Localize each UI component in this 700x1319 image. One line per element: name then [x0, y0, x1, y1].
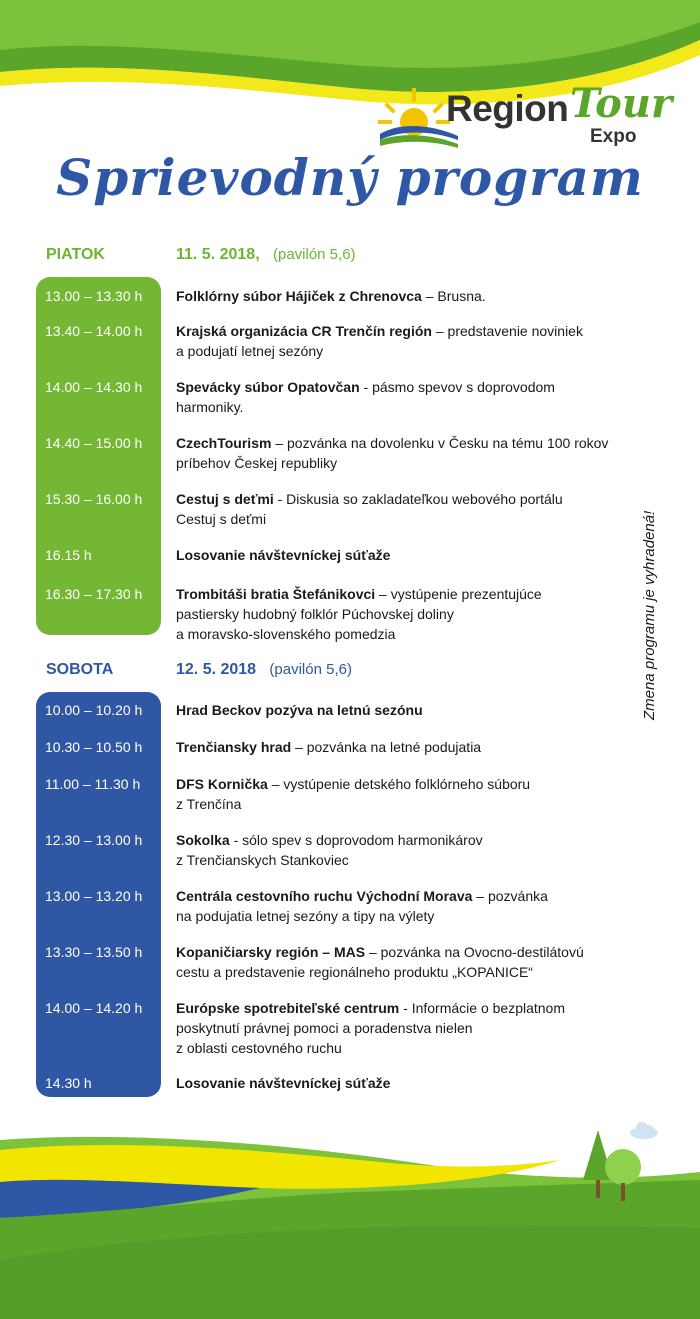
event-time: 10.00 – 10.20 h	[45, 702, 143, 718]
event-text: – predstavenie noviniek	[431, 323, 583, 339]
event-description	[176, 942, 661, 982]
day-name-friday: PIATOK	[46, 246, 105, 263]
event-title: Kopaničiarsky región – MAS	[176, 944, 366, 960]
event-description	[176, 489, 661, 529]
event-title: Cestuj s deťmi	[176, 491, 274, 507]
event-description	[176, 774, 661, 814]
day-date-saturday-text: 12. 5. 2018	[176, 661, 257, 678]
event-description	[176, 286, 661, 306]
event-text-line2: Cestuj s deťmi	[176, 511, 267, 527]
event-title: DFS Kornička	[176, 776, 268, 792]
event-time: 14.00 – 14.30 h	[45, 379, 143, 395]
event-description	[176, 377, 661, 417]
event-text-line2: z Trenčianskych Stankoviec	[176, 852, 349, 868]
event-title: Európske spotrebiteľské centrum	[176, 1000, 400, 1016]
event-title: Hrad Beckov pozýva na letnú sezónu	[176, 702, 423, 718]
event-title: Krajská organizácia CR Trenčín región	[176, 323, 432, 339]
logo-expo-text: Expo	[590, 126, 637, 147]
event-text-line2: cestu a predstavenie regionálneho produktu „KOPANICE“	[176, 964, 533, 980]
event-text: - pásmo spevov s doprovodom	[359, 379, 555, 395]
event-time: 13.00 – 13.30 h	[45, 288, 143, 304]
event-title: Losovanie návštevníckej súťaže	[176, 1075, 391, 1091]
event-description	[176, 886, 661, 926]
event-text: - Informácie o bezplatnom	[399, 1000, 565, 1016]
event-time: 13.40 – 14.00 h	[45, 323, 143, 339]
day-name-saturday: SOBOTA	[46, 661, 114, 678]
event-title: Centrála cestovního ruchu Východní Morava	[176, 888, 473, 904]
logo-region-text: Region	[446, 88, 569, 129]
event-description	[176, 545, 661, 565]
day-pavilion-friday: (pavilón 5,6)	[272, 246, 356, 263]
event-text: – pozvánka na dovolenku v Česku na tému 100 rokov	[271, 435, 609, 451]
event-text: – pozvánka	[472, 888, 548, 904]
event-time: 16.30 – 17.30 h	[45, 586, 143, 602]
cloud-icon	[628, 1120, 660, 1140]
page-title: Sprievodný program	[56, 148, 644, 207]
event-description	[176, 830, 661, 870]
event-time: 13.00 – 13.20 h	[45, 888, 143, 904]
day-date-saturday	[176, 661, 352, 679]
event-title: Folklórny súbor Hájiček z Chrenovca	[176, 288, 422, 304]
event-text: – pozvánka na letné podujatia	[291, 739, 482, 755]
program-change-note: Zmena programu je vyhradená!	[641, 510, 658, 720]
day-date-friday	[176, 246, 356, 264]
event-text: – vystúpenie prezentujúce	[375, 586, 542, 602]
event-time: 16.15 h	[45, 547, 92, 563]
event-description	[176, 737, 661, 757]
event-time: 11.00 – 11.30 h	[45, 776, 141, 792]
day-date-friday-text: 11. 5. 2018,	[176, 246, 260, 263]
event-title: CzechTourism	[176, 435, 272, 451]
event-title: Spevácky súbor Opatovčan	[176, 379, 360, 395]
event-text-line2: pastiersky hudobný folklór Púchovskej doliny	[176, 606, 454, 622]
event-text-line3: a moravsko-slovenského pomedzia	[176, 626, 396, 642]
event-description	[176, 700, 661, 720]
event-title: Trombitáši bratia Štefánikovci	[176, 586, 376, 602]
event-text: - Diskusia so zakladateľkou webového portálu	[273, 491, 563, 507]
event-description	[176, 433, 661, 473]
event-text: – vystúpenie detského folklórneho súboru	[267, 776, 531, 792]
event-text-line2: a podujatí letnej sezóny	[176, 343, 324, 359]
event-description	[176, 998, 661, 1058]
event-text: - sólo spev s doprovodom harmonikárov	[229, 832, 483, 848]
event-description	[176, 321, 661, 361]
event-time: 12.30 – 13.00 h	[45, 832, 143, 848]
event-time: 14.00 – 14.20 h	[45, 1000, 143, 1016]
event-description	[176, 1073, 661, 1093]
event-title: Trenčiansky hrad	[176, 739, 292, 755]
event-title: Losovanie návštevníckej súťaže	[176, 547, 391, 563]
event-title: Sokolka	[176, 832, 230, 848]
day-pavilion-saturday: (pavilón 5,6)	[269, 661, 352, 678]
event-text: – pozvánka na Ovocno-destilátovú	[365, 944, 584, 960]
event-time: 10.30 – 10.50 h	[45, 739, 143, 755]
event-text-line2: harmoniky.	[176, 399, 244, 415]
event-text-line2: poskytnutí právnej pomoci a poradenstva nielen	[176, 1020, 473, 1036]
event-time: 14.30 h	[45, 1075, 92, 1091]
logo-tour-text: Tour	[570, 80, 673, 127]
event-description	[176, 584, 661, 644]
event-text-line2: príbehov Českej republiky	[176, 455, 338, 471]
event-text-line2: na podujatia letnej sezóny a tipy na výlety	[176, 908, 435, 924]
event-time: 13.30 – 13.50 h	[45, 944, 143, 960]
event-text-line2: z Trenčína	[176, 796, 242, 812]
event-text-line3: z oblasti cestovného ruchu	[176, 1040, 342, 1056]
event-time: 15.30 – 16.00 h	[45, 491, 143, 507]
event-time: 14.40 – 15.00 h	[45, 435, 143, 451]
event-text: – Brusna.	[421, 288, 486, 304]
